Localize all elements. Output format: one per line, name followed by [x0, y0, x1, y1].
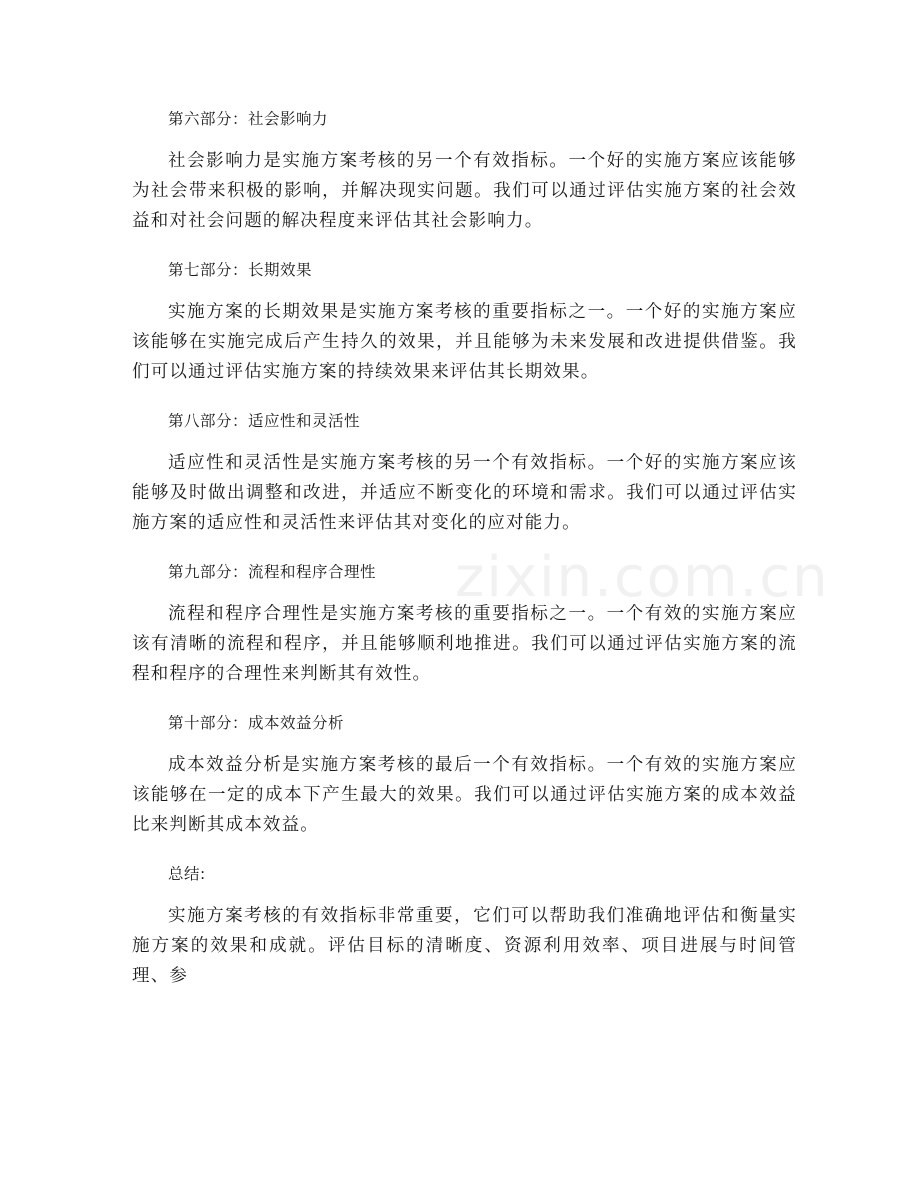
- document-body: [132, 104, 797, 1010]
- section-paragraph: 实施方案的长期效果是实施方案考核的重要指标之一。一个好的实施方案应该能够在实施完成后产生持久的效果，并且能够为未来发展和改进提供借鉴。我们可以通过评估实施方案的持续效果来评估其长期效果。: [132, 302, 797, 382]
- section-heading: 第六部分：社会影响力: [168, 110, 329, 128]
- section-heading: 第七部分：长期效果: [168, 261, 313, 279]
- section-paragraph: 流程和程序合理性是实施方案考核的重要指标之一。一个有效的实施方案应该有清晰的流程和程序，并且能够顺利地推进。我们可以通过评估实施方案的流程和程序的合理性来判断其有效性。: [132, 604, 797, 684]
- section-paragraph: 适应性和灵活性是实施方案考核的另一个有效指标。一个好的实施方案应该能够及时做出调整和改进，并适应不断变化的环境和需求。我们可以通过评估实施方案的适应性和灵活性来评估其对变化的应对能力。: [132, 453, 797, 533]
- section-paragraph: 成本效益分析是实施方案考核的最后一个有效指标。一个有效的实施方案应该能够在一定的成本下产生最大的效果。我们可以通过评估实施方案的成本效益比来判断其成本效益。: [132, 755, 797, 835]
- summary-paragraph: 实施方案考核的有效指标非常重要，它们可以帮助我们准确地评估和衡量实施方案的效果和成就。评估目标的清晰度、资源利用效率、项目进展与时间管理、参: [132, 906, 797, 986]
- section-heading: 第十部分：成本效益分析: [168, 714, 345, 732]
- section-paragraph: 社会影响力是实施方案考核的另一个有效指标。一个好的实施方案应该能够为社会带来积极的影响，并解决现实问题。我们可以通过评估实施方案的社会效益和对社会问题的解决程度来评估其社会影响力。: [132, 151, 797, 231]
- section-heading: 第九部分：流程和程序合理性: [168, 563, 377, 581]
- watermark: zixin.com.cn: [455, 545, 830, 610]
- summary-heading: 总结:: [168, 865, 206, 883]
- section-heading: 第八部分：适应性和灵活性: [168, 412, 361, 430]
